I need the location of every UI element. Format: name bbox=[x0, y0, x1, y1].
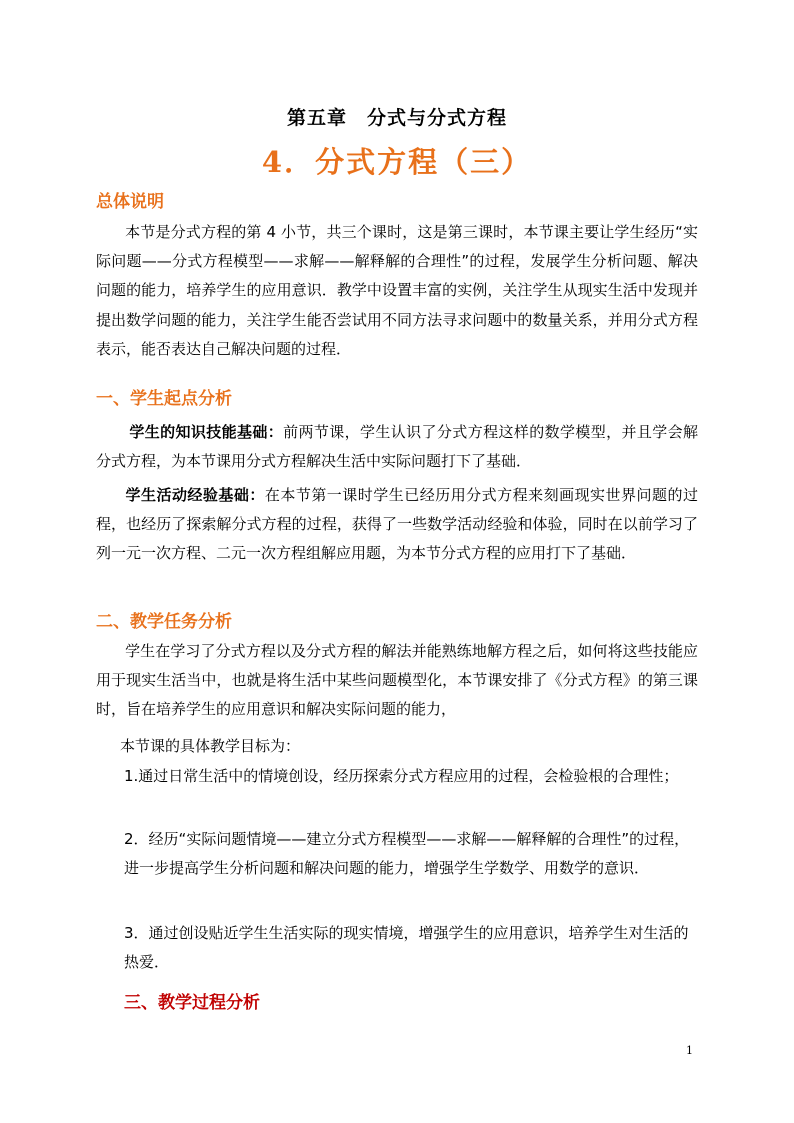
section1-paragraph-1 bbox=[96, 418, 698, 476]
section1-heading: 一、学生起点分析 bbox=[96, 389, 232, 409]
section1-paragraph-2 bbox=[96, 481, 698, 569]
page-number: 1 bbox=[686, 1044, 693, 1057]
activity-experience-text: 在本节第一课时学生已经历用分式方程来刻画现实世界问题的过程，也经历了探索解分式方程的过程，获得了一些数学活动经验和体验，同时在以前学习了列一元一次方程、二元一次方程组解应用题，为本节分式方程的应用打下了基础． bbox=[96, 486, 698, 563]
task-analysis-text: 学生在学习了分式方程以及分式方程的解法并能熟练地解方程之后，如何将这些技能应用于现实生活当中，也就是将生活中某些问题模型化，本节课安排了《分式方程》的第三课时，旨在培养学生的应用意识和解决实际问题的能力， bbox=[96, 642, 698, 719]
goal-item-3: 3．通过创设贴近学生生活实际的现实情境，增强学生的应用意识，培养学生对生活的热爱． bbox=[124, 924, 689, 972]
overview-text: 本节是分式方程的第 4 小节，共三个课时，这是第三课时，本节课主要让学生经历“实际问题——分式方程模型——求解——解释解的合理性”的过程，发展学生分析问题、解决问题的能力，培养学生的应用意识．教学中设置丰富的实例，关注学生从现实生活中发现并提出数学问题的能力，关注学生能否尝试用不同方法寻求问题中的数量关系，并用分式方程表示，能否表达自己解决问题的过程． bbox=[96, 223, 698, 358]
section2-heading: 二、教学任务分析 bbox=[96, 612, 232, 632]
knowledge-skill-text: 前两节课，学生认识了分式方程这样的数学模型，并且学会解分式方程，为本节课用分式方程解决生活中实际问题打下了基础． bbox=[96, 423, 698, 471]
section-title: 4．分式方程（三） bbox=[261, 145, 533, 179]
section2-paragraph-1 bbox=[96, 637, 698, 725]
activity-experience-label: 学生活动经验基础： bbox=[125, 486, 265, 504]
goal-item-2: 2．经历“实际问题情境——建立分式方程模型——求解——解释解的合理性”的过程，进一步提高学生分析问题和解决问题的能力，增强学生学数学、用数学的意识． bbox=[124, 830, 690, 878]
section2-paragraph-2 bbox=[96, 732, 698, 761]
goal-item-1: 1.通过日常生活中的情境创设，经历探索分式方程应用的过程，会检验根的合理性； bbox=[124, 767, 679, 785]
knowledge-skill-label: 学生的知识技能基础： bbox=[129, 423, 284, 441]
overview-heading: 总体说明 bbox=[96, 192, 164, 212]
section3-heading: 三、教学过程分析 bbox=[124, 993, 260, 1013]
chapter-title: 第五章 分式与分式方程 bbox=[286, 107, 507, 129]
overview-paragraph bbox=[96, 218, 698, 364]
goals-intro-text: 本节课的具体教学目标为： bbox=[120, 737, 301, 755]
